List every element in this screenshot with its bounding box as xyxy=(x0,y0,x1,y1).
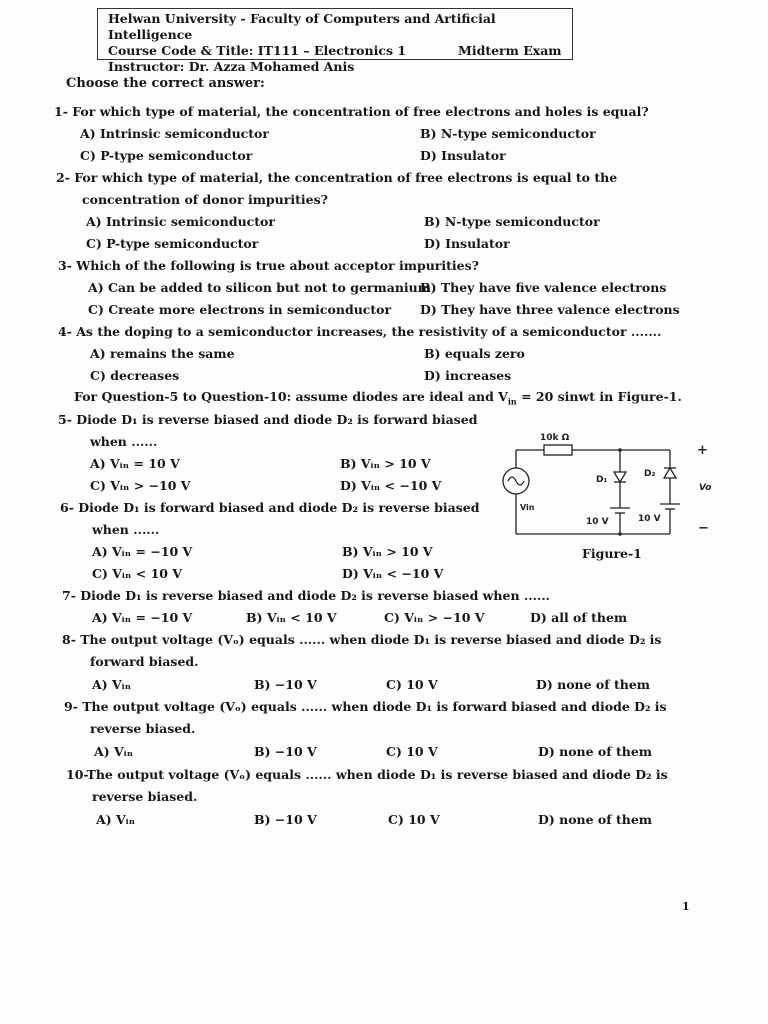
q8-option-a[interactable]: A) Vᵢₙ xyxy=(92,677,132,692)
question-6-line1: 6- Diode D₁ is forward biased and diode D₂ is reverse biased xyxy=(60,500,480,515)
q5-option-a[interactable]: A) Vᵢₙ = 10 V xyxy=(90,456,180,471)
figure-caption: Figure-1 xyxy=(582,546,642,561)
q2-option-d[interactable]: D) Insulator xyxy=(424,236,510,251)
q4-option-c[interactable]: C) decreases xyxy=(90,368,180,383)
q10-option-c[interactable]: C) 10 V xyxy=(388,812,440,827)
q7-option-d[interactable]: D) all of them xyxy=(530,610,628,625)
q10-option-d[interactable]: D) none of them xyxy=(538,812,653,827)
q10-option-b[interactable]: B) −10 V xyxy=(254,812,317,827)
q2-option-b[interactable]: B) N-type semiconductor xyxy=(424,214,600,229)
plus-terminal: + xyxy=(697,443,708,458)
q7-option-c[interactable]: C) Vᵢₙ > −10 V xyxy=(384,610,485,625)
q6-option-c[interactable]: C) Vᵢₙ < 10 V xyxy=(92,566,183,581)
question-10-line1: 10-The output voltage (Vₒ) equals ...... when diode D₁ is reverse biased and diode D₂ is xyxy=(66,767,668,782)
minus-terminal: − xyxy=(698,521,709,536)
exam-header-box xyxy=(97,8,573,74)
q3-option-d[interactable]: D) They have three valence electrons xyxy=(420,302,680,317)
q1-option-a[interactable]: A) Intrinsic semiconductor xyxy=(80,126,269,141)
q9-option-d[interactable]: D) none of them xyxy=(538,744,653,759)
q3-option-c[interactable]: C) Create more electrons in semiconductor xyxy=(88,302,392,317)
q4-option-d[interactable]: D) increases xyxy=(424,368,512,383)
q6-option-b[interactable]: B) Vᵢₙ > 10 V xyxy=(342,544,433,559)
question-5-line1: 5- Diode D₁ is reverse biased and diode D₂ is forward biased xyxy=(58,412,478,427)
vo-label: Vo xyxy=(699,483,712,493)
q3-option-b[interactable]: B) They have five valence electrons xyxy=(420,280,667,295)
vin-label: Vin xyxy=(520,503,535,512)
q7-option-a[interactable]: A) Vᵢₙ = −10 V xyxy=(92,610,193,625)
q1-option-c[interactable]: C) P-type semiconductor xyxy=(80,148,253,163)
question-8-line1: 8- The output voltage (Vₒ) equals ...... when diode D₁ is reverse biased and diode D₂ is xyxy=(62,632,662,647)
question-4: 4- As the doping to a semiconductor increases, the resistivity of a semiconductor ....... xyxy=(58,324,662,339)
q1-option-b[interactable]: B) N-type semiconductor xyxy=(420,126,596,141)
question-7: 7- Diode D₁ is reverse biased and diode D₂ is reverse biased when ...... xyxy=(62,588,551,603)
q8-option-b[interactable]: B) −10 V xyxy=(254,677,317,692)
question-8-line2: forward biased. xyxy=(90,654,199,669)
question-9-line1: 9- The output voltage (Vₒ) equals ...... when diode D₁ is forward biased and diode D₂ is xyxy=(64,699,667,714)
diode-d2-symbol xyxy=(664,468,676,478)
question-1: 1- For which type of material, the concentration of free electrons and holes is equal? xyxy=(54,104,649,119)
question-2-line2: concentration of donor impurities? xyxy=(82,192,328,207)
q7-option-b[interactable]: B) Vᵢₙ < 10 V xyxy=(246,610,337,625)
question-10-line2: reverse biased. xyxy=(92,789,198,804)
q2-option-a[interactable]: A) Intrinsic semiconductor xyxy=(86,214,275,229)
resistor-symbol xyxy=(544,445,572,455)
q8-option-d[interactable]: D) none of them xyxy=(536,677,651,692)
d2-label: D₂ xyxy=(644,469,656,479)
question-6-line2: when ...... xyxy=(92,522,160,537)
q4-option-b[interactable]: B) equals zero xyxy=(424,346,525,361)
q9-option-a[interactable]: A) Vᵢₙ xyxy=(94,744,134,759)
university-line: Helwan University - Faculty of Computers and Artificial Intelligence xyxy=(108,11,496,42)
instructor-line: Instructor: Dr. Azza Mohamed Anis xyxy=(108,59,355,74)
page-number: 1 xyxy=(682,900,690,913)
q3-option-a[interactable]: A) Can be added to silicon but not to germanium xyxy=(88,280,431,295)
q6-option-a[interactable]: A) Vᵢₙ = −10 V xyxy=(92,544,193,559)
exam-type: Midterm Exam xyxy=(458,43,562,58)
q6-option-d[interactable]: D) Vᵢₙ < −10 V xyxy=(342,566,444,581)
question-2-line1: 2- For which type of material, the concentration of free electrons is equal to the xyxy=(56,170,618,185)
question-3: 3- Which of the following is true about acceptor impurities? xyxy=(58,258,479,273)
q2-option-c[interactable]: C) P-type semiconductor xyxy=(86,236,259,251)
question-9-line2: reverse biased. xyxy=(90,721,196,736)
q5-option-d[interactable]: D) Vᵢₙ < −10 V xyxy=(340,478,442,493)
d1-label: D₁ xyxy=(596,475,608,485)
q1-option-d[interactable]: D) Insulator xyxy=(420,148,506,163)
diode-d1-symbol xyxy=(614,472,626,482)
q5-option-c[interactable]: C) Vᵢₙ > −10 V xyxy=(90,478,191,493)
q4-option-a[interactable]: A) remains the same xyxy=(90,346,235,361)
q5-option-b[interactable]: B) Vᵢₙ > 10 V xyxy=(340,456,431,471)
circuit-diagram xyxy=(500,428,720,562)
q10-option-a[interactable]: A) Vᵢₙ xyxy=(96,812,136,827)
q9-option-b[interactable]: B) −10 V xyxy=(254,744,317,759)
course-line: Course Code & Title: IT111 – Electronics 1 xyxy=(108,43,407,58)
q9-option-c[interactable]: C) 10 V xyxy=(386,744,438,759)
q8-option-c[interactable]: C) 10 V xyxy=(386,677,438,692)
figure-note: For Question-5 to Question-10: assume diodes are ideal and $V_{in} = 20$ sinwt in Figure-1. xyxy=(74,389,682,407)
question-5-line2: when ...... xyxy=(90,434,158,449)
source1-label: 10 V xyxy=(586,517,609,527)
resistor-label: 10k Ω xyxy=(540,433,570,443)
source2-label: 10 V xyxy=(638,514,661,524)
instruction: Choose the correct answer: xyxy=(66,76,265,91)
